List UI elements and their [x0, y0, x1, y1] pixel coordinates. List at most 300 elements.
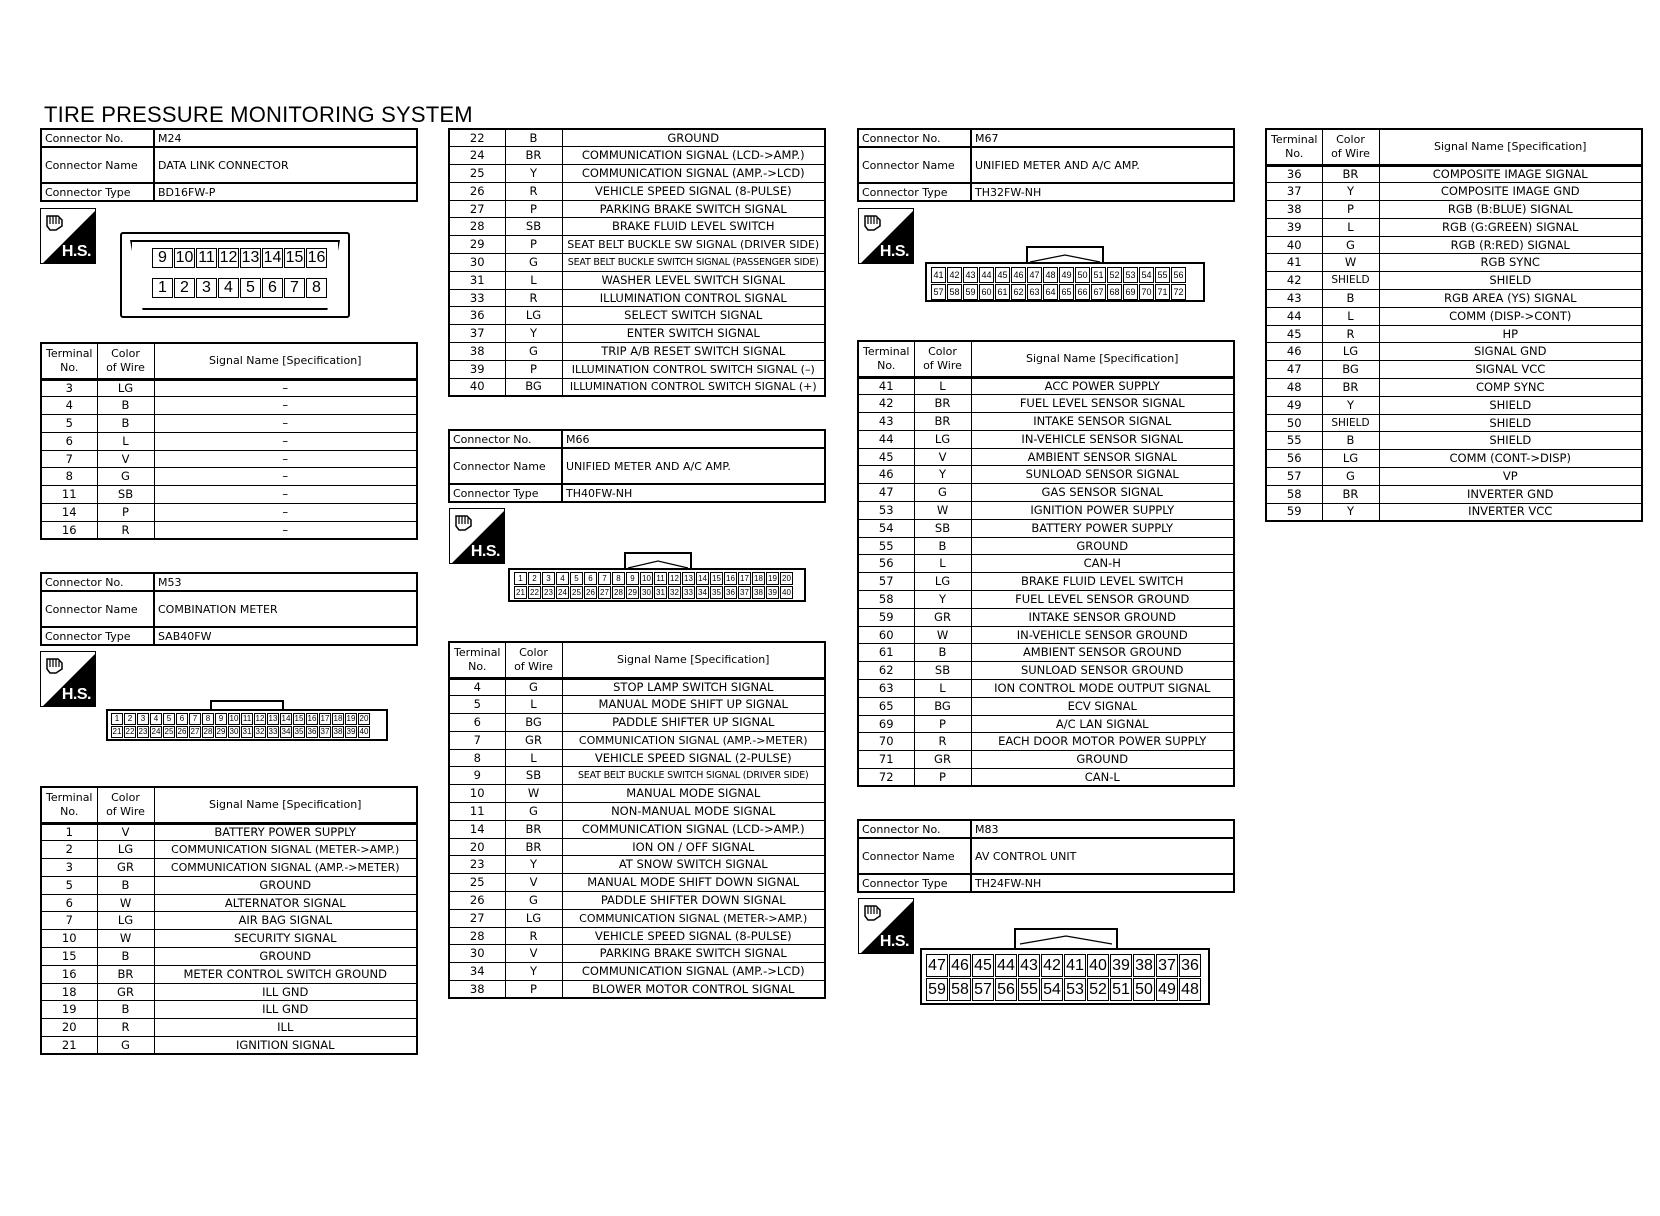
signal-name-cell: SEAT BELT BUCKLE SWITCH SIGNAL (PASSENGER SIDE) [562, 254, 825, 272]
connector-pin: 43 [963, 267, 978, 283]
connector-pin: 11 [654, 572, 667, 585]
table-row [858, 377, 1234, 395]
terminal-no-cell: 58 [858, 591, 914, 609]
wire-color-cell: W [505, 785, 562, 803]
terminal-no-header: Terminal No. [449, 642, 505, 678]
connector-pin: 9 [215, 713, 227, 725]
connector-pin: 6 [262, 278, 283, 298]
wire-color-cell: GR [914, 751, 971, 769]
wire-color-cell: V [97, 450, 154, 468]
table-row [449, 749, 825, 767]
connector-pin: 15 [294, 714, 304, 723]
connector-pin: 2 [174, 278, 195, 298]
terminal-no-cell: 63 [858, 680, 914, 698]
terminal-no-cell: 26 [449, 182, 505, 200]
signal-name-cell: ALTERNATOR SIGNAL [154, 894, 417, 912]
connector-pin: 50 [1133, 978, 1155, 1001]
terminal-no-cell: 26 [449, 892, 505, 910]
connector-pin: 5 [240, 278, 261, 298]
signal-name-cell: – [154, 521, 417, 539]
table-row [41, 450, 417, 468]
table-row [1266, 218, 1642, 236]
signal-name-cell: FUEL LEVEL SENSOR GROUND [971, 591, 1234, 609]
connector-pin: 39 [1110, 954, 1132, 977]
connector-type-label: Connector Type [449, 484, 562, 502]
connector-pin: 21 [112, 727, 122, 736]
signal-name-cell: SHIELD [1379, 414, 1642, 432]
wire-color-cell: L [1322, 218, 1379, 236]
connector-pin: 70 [1139, 284, 1154, 300]
connector-info-m24 [40, 128, 418, 202]
table-row [41, 486, 417, 504]
signal-name-cell: MANUAL MODE SIGNAL [562, 785, 825, 803]
connector-pin: 14 [696, 572, 709, 585]
connector-pin: 66 [1075, 284, 1090, 300]
terminal-no-cell: 58 [1266, 485, 1322, 503]
connector-pin: 24 [556, 586, 569, 599]
connector-pin: 60 [979, 284, 994, 300]
wire-color-cell: BR [1322, 485, 1379, 503]
wire-color-cell: R [505, 927, 562, 945]
signal-name-cell: INTAKE SENSOR GROUND [971, 608, 1234, 626]
wire-color-cell: G [505, 803, 562, 821]
connector-name-value: UNIFIED METER AND A/C AMP. [971, 147, 1234, 183]
connector-pin: 4 [150, 713, 162, 725]
terminal-table-m24 [40, 342, 418, 540]
signal-name-cell: COMM (DISP->CONT) [1379, 307, 1642, 325]
table-row [449, 271, 825, 289]
wire-color-cell: BR [914, 413, 971, 431]
signal-name-cell: INVERTER VCC [1379, 503, 1642, 521]
signal-name-cell: – [154, 432, 417, 450]
connector-pin: 59 [963, 284, 978, 300]
table-row [858, 448, 1234, 466]
terminal-no-cell: 7 [41, 912, 97, 930]
connector-pin: 13 [241, 249, 260, 266]
wire-color-cell: G [1322, 236, 1379, 254]
connector-pin: 44 [979, 267, 994, 283]
connector-pin: 41 [1064, 954, 1086, 977]
connector-pin: 22 [528, 586, 541, 599]
connector-pin: 47 [926, 954, 948, 977]
terminal-no-cell: 39 [1266, 218, 1322, 236]
latch-chevron-icon [1016, 933, 1116, 945]
hs-label: H.S. [61, 686, 91, 703]
connector-pin: 37 [1156, 954, 1178, 977]
connector-pin: 45 [972, 954, 994, 977]
signal-name-cell: FUEL LEVEL SENSOR SIGNAL [971, 395, 1234, 413]
wire-color-cell: BR [914, 395, 971, 413]
wire-color-cell: SB [914, 662, 971, 680]
wire-color-cell: G [505, 343, 562, 361]
table-row [1266, 432, 1642, 450]
wire-color-cell: LG [505, 307, 562, 325]
wire-color-cell: B [97, 948, 154, 966]
table-row [41, 1019, 417, 1037]
hs-label: H.S. [61, 243, 91, 260]
terminal-no-cell: 48 [1266, 379, 1322, 397]
table-row [41, 912, 417, 930]
wire-color-cell: Y [505, 325, 562, 343]
signal-name-cell: GROUND [971, 537, 1234, 555]
table-row [858, 680, 1234, 698]
wire-color-cell: P [97, 504, 154, 522]
terminal-no-cell: 42 [1266, 272, 1322, 290]
connector-pin: 36 [724, 586, 737, 599]
harness-side-hand-icon [862, 902, 886, 924]
signal-name-cell: ACC POWER SUPPLY [971, 377, 1234, 395]
table-row [449, 236, 825, 254]
signal-name-cell: RGB AREA (YS) SIGNAL [1379, 290, 1642, 308]
table-row [41, 415, 417, 433]
table-row [449, 325, 825, 343]
wire-color-cell: B [1322, 290, 1379, 308]
table-row [449, 200, 825, 218]
wire-color-cell: R [505, 289, 562, 307]
table-row [449, 165, 825, 183]
signal-name-cell: MANUAL MODE SHIFT UP SIGNAL [562, 696, 825, 714]
wire-color-cell: B [505, 129, 562, 147]
connector-pin: 5 [570, 572, 583, 585]
wire-color-cell: B [97, 876, 154, 894]
terminal-no-cell: 46 [858, 466, 914, 484]
wire-color-cell: G [914, 484, 971, 502]
table-row [1266, 379, 1642, 397]
table-row [1266, 307, 1642, 325]
signal-name-cell: HP [1379, 325, 1642, 343]
signal-name-cell: – [154, 379, 417, 397]
connector-pin: 10 [229, 714, 239, 723]
table-row [449, 147, 825, 165]
connector-no-value: M83 [971, 820, 1234, 838]
connector-type-value: TH32FW-NH [971, 183, 1234, 201]
signal-name-cell: SEAT BELT BUCKLE SW SIGNAL (DRIVER SIDE) [562, 236, 825, 254]
signal-name-cell: IGNITION POWER SUPPLY [971, 502, 1234, 520]
connector-pin: 1 [111, 713, 123, 725]
connector-face-m66 [508, 568, 806, 602]
wire-color-cell: GR [914, 608, 971, 626]
terminal-no-cell: 36 [449, 307, 505, 325]
connector-pin: 14 [281, 714, 291, 723]
connector-pin: 8 [202, 713, 214, 725]
connector-type-label: Connector Type [858, 183, 971, 201]
signal-name-cell: COMMUNICATION SIGNAL (AMP.->METER) [562, 731, 825, 749]
table-row [1266, 201, 1642, 219]
signal-name-cell: VEHICLE SPEED SIGNAL (8-PULSE) [562, 182, 825, 200]
connector-name-label: Connector Name [41, 591, 154, 627]
terminal-no-cell: 44 [858, 430, 914, 448]
signal-name-header: Signal Name [Specification] [154, 787, 417, 823]
connector-pin: 38 [333, 727, 343, 736]
signal-name-cell: RGB (G:GREEN) SIGNAL [1379, 218, 1642, 236]
terminal-no-cell: 22 [449, 129, 505, 147]
wire-color-cell: LG [914, 573, 971, 591]
wire-color-cell: BR [97, 965, 154, 983]
terminal-no-cell: 50 [1266, 414, 1322, 432]
connector-pin: 17 [320, 714, 330, 723]
signal-name-cell: IGNITION SIGNAL [154, 1037, 417, 1055]
terminal-no-cell: 10 [449, 785, 505, 803]
connector-pin: 30 [640, 586, 653, 599]
pin-row-bottom [931, 284, 1187, 300]
table-row [858, 751, 1234, 769]
connector-pin: 65 [1059, 284, 1074, 300]
connector-face-m53 [106, 709, 388, 741]
table-row [858, 644, 1234, 662]
connector-face-m67 [925, 262, 1205, 302]
signal-name-cell: ILLUMINATION CONTROL SIGNAL [562, 289, 825, 307]
connector-pin: 50 [1075, 267, 1090, 283]
connector-pin: 61 [995, 284, 1010, 300]
connector-pin: 39 [346, 727, 356, 736]
wire-color-cell: V [505, 945, 562, 963]
terminal-no-cell: 14 [41, 504, 97, 522]
connector-pin: 8 [306, 278, 327, 298]
table-row [1266, 503, 1642, 521]
connector-type-label: Connector Type [858, 874, 971, 892]
connector-pin: 49 [1059, 267, 1074, 283]
signal-name-cell: ENTER SWITCH SIGNAL [562, 325, 825, 343]
connector-pin: 36 [307, 727, 317, 736]
terminal-no-cell: 47 [1266, 361, 1322, 379]
connector-pin: 51 [1110, 978, 1132, 1001]
signal-name-cell: PARKING BRAKE SWITCH SIGNAL [562, 200, 825, 218]
table-row [449, 378, 825, 396]
terminal-no-cell: 43 [1266, 290, 1322, 308]
connector-no-value: M24 [154, 129, 417, 147]
terminal-no-cell: 46 [1266, 343, 1322, 361]
terminal-no-cell: 49 [1266, 396, 1322, 414]
connector-pin: 58 [949, 978, 971, 1001]
signal-name-cell: A/C LAN SIGNAL [971, 715, 1234, 733]
terminal-no-cell: 59 [858, 608, 914, 626]
signal-name-cell: AMBIENT SENSOR GROUND [971, 644, 1234, 662]
table-row [858, 430, 1234, 448]
connector-face-m24 [120, 232, 350, 318]
terminal-no-cell: 39 [449, 360, 505, 378]
terminal-table-m67 [857, 340, 1235, 787]
wire-color-cell: B [914, 644, 971, 662]
terminal-no-cell: 37 [1266, 183, 1322, 201]
wire-color-cell: Y [1322, 396, 1379, 414]
wire-color-cell: LG [1322, 450, 1379, 468]
connector-pin: 24 [151, 727, 161, 736]
table-row [1266, 254, 1642, 272]
signal-name-cell: ION ON / OFF SIGNAL [562, 838, 825, 856]
table-row [449, 218, 825, 236]
table-row [858, 733, 1234, 751]
connector-pin: 23 [542, 586, 555, 599]
terminal-no-cell: 23 [449, 856, 505, 874]
signal-name-cell: PADDLE SHIFTER UP SIGNAL [562, 714, 825, 732]
wire-color-cell: BG [1322, 361, 1379, 379]
connector-pin: 40 [359, 727, 369, 736]
signal-name-cell: METER CONTROL SWITCH GROUND [154, 965, 417, 983]
table-row [449, 129, 825, 147]
connector-pin: 72 [1171, 284, 1186, 300]
terminal-no-cell: 38 [449, 343, 505, 361]
connector-pin: 35 [294, 727, 304, 736]
terminal-no-cell: 41 [858, 377, 914, 395]
table-row [41, 965, 417, 983]
wire-color-cell: LG [97, 841, 154, 859]
connector-pin: 21 [514, 586, 527, 599]
terminal-no-cell: 53 [858, 502, 914, 520]
table-row [449, 981, 825, 999]
wire-color-cell: SHIELD [1322, 414, 1379, 432]
terminal-table-m53 [40, 786, 418, 1055]
table-row [449, 945, 825, 963]
table-row [858, 573, 1234, 591]
signal-name-cell: GAS SENSOR SIGNAL [971, 484, 1234, 502]
pin-row-bottom [514, 586, 794, 599]
connector-pin: 14 [263, 249, 282, 266]
wire-color-cell: R [1322, 325, 1379, 343]
wire-color-cell: G [1322, 468, 1379, 486]
wire-color-cell: L [505, 696, 562, 714]
connector-pin: 11 [196, 248, 217, 268]
connector-no-label: Connector No. [41, 573, 154, 591]
connector-pin: 7 [598, 572, 611, 585]
table-row [1266, 343, 1642, 361]
signal-name-cell: ION CONTROL MODE OUTPUT SIGNAL [971, 680, 1234, 698]
connector-pin: 52 [1087, 978, 1109, 1001]
connector-no-value: M53 [154, 573, 417, 591]
connector-pin: 38 [1133, 954, 1155, 977]
terminal-no-cell: 28 [449, 927, 505, 945]
connector-pin: 18 [752, 572, 765, 585]
terminal-no-cell: 34 [449, 963, 505, 981]
terminal-no-cell: 7 [41, 450, 97, 468]
connector-pin: 29 [626, 586, 639, 599]
connector-no-label: Connector No. [858, 820, 971, 838]
connector-pin: 34 [281, 727, 291, 736]
connector-pin: 16 [724, 572, 737, 585]
connector-pin: 32 [668, 586, 681, 599]
wire-color-cell: R [97, 1019, 154, 1037]
terminal-no-cell: 4 [449, 678, 505, 696]
terminal-no-cell: 11 [41, 486, 97, 504]
connector-no-label: Connector No. [858, 129, 971, 147]
signal-name-cell: SEAT BELT BUCKLE SWITCH SIGNAL (DRIVER SIDE) [562, 767, 825, 785]
wire-color-cell: G [505, 678, 562, 696]
color-of-wire-header: Color of Wire [1322, 129, 1379, 165]
wire-color-cell: BR [505, 838, 562, 856]
connector-pin: 62 [1011, 284, 1026, 300]
terminal-no-cell: 36 [1266, 165, 1322, 183]
table-row [858, 413, 1234, 431]
terminal-no-cell: 16 [41, 521, 97, 539]
connector-pin: 49 [1156, 978, 1178, 1001]
table-row [858, 715, 1234, 733]
wire-color-cell: GR [97, 859, 154, 877]
terminal-no-cell: 20 [449, 838, 505, 856]
table-row [858, 697, 1234, 715]
wire-color-cell: LG [914, 430, 971, 448]
signal-name-header: Signal Name [Specification] [971, 341, 1234, 377]
connector-pin: 3 [137, 713, 149, 725]
table-row [41, 948, 417, 966]
signal-name-cell: SUNLOAD SENSOR GROUND [971, 662, 1234, 680]
wire-color-cell: BR [505, 147, 562, 165]
signal-name-cell: NON-MANUAL MODE SIGNAL [562, 803, 825, 821]
wire-color-cell: L [505, 749, 562, 767]
connector-type-label: Connector Type [41, 183, 154, 201]
terminal-no-cell: 6 [41, 432, 97, 450]
table-row [41, 876, 417, 894]
harness-side-hand-icon [44, 212, 68, 234]
table-row [1266, 414, 1642, 432]
wire-color-cell: B [1322, 432, 1379, 450]
color-of-wire-header: Color of Wire [97, 343, 154, 379]
signal-name-cell: – [154, 504, 417, 522]
table-row [858, 662, 1234, 680]
connector-pin: 12 [255, 714, 265, 723]
table-row [449, 803, 825, 821]
page-title: TIRE PRESSURE MONITORING SYSTEM [44, 102, 473, 127]
signal-name-cell: MANUAL MODE SHIFT DOWN SIGNAL [562, 874, 825, 892]
signal-name-cell: COMMUNICATION SIGNAL (AMP.->METER) [154, 859, 417, 877]
wire-color-cell: P [505, 981, 562, 999]
connector-pin: 4 [218, 278, 239, 298]
connector-pin: 1 [514, 572, 527, 585]
terminal-no-cell: 57 [858, 573, 914, 591]
connector-pin: 48 [1043, 267, 1058, 283]
wire-color-cell: B [97, 397, 154, 415]
connector-pin: 5 [163, 713, 175, 725]
connector-pin: 64 [1043, 284, 1058, 300]
signal-name-cell: GROUND [971, 751, 1234, 769]
connector-pin: 16 [307, 249, 326, 266]
connector-type-value: TH40FW-NH [562, 484, 825, 502]
terminal-no-cell: 41 [1266, 254, 1322, 272]
table-row [41, 468, 417, 486]
connector-pin: 51 [1091, 267, 1106, 283]
connector-pin: 7 [284, 278, 305, 298]
signal-name-cell: COMMUNICATION SIGNAL (AMP.->LCD) [562, 165, 825, 183]
terminal-no-cell: 16 [41, 965, 97, 983]
terminal-no-cell: 5 [41, 876, 97, 894]
terminal-no-cell: 65 [858, 697, 914, 715]
signal-name-cell: CAN-H [971, 555, 1234, 573]
connector-pin: 28 [612, 586, 625, 599]
connector-type-value: SAB40FW [154, 627, 417, 645]
wire-color-cell: Y [1322, 183, 1379, 201]
signal-name-cell: ILL GND [154, 1001, 417, 1019]
table-row [41, 841, 417, 859]
signal-name-header: Signal Name [Specification] [154, 343, 417, 379]
wire-color-cell: GR [97, 983, 154, 1001]
wire-color-cell: P [505, 236, 562, 254]
connector-pin: 6 [176, 713, 188, 725]
wire-color-cell: G [97, 1037, 154, 1055]
terminal-no-cell: 61 [858, 644, 914, 662]
connector-pin: 13 [682, 572, 695, 585]
wire-color-cell: W [914, 502, 971, 520]
connector-pin: 56 [1171, 267, 1186, 283]
signal-name-cell: SECURITY SIGNAL [154, 930, 417, 948]
hs-badge-m83 [858, 898, 914, 954]
connector-pin: 25 [164, 727, 174, 736]
connector-pin: 33 [268, 727, 278, 736]
terminal-no-cell: 25 [449, 874, 505, 892]
wire-color-cell: BR [1322, 379, 1379, 397]
wire-color-cell: R [914, 733, 971, 751]
table-row [1266, 325, 1642, 343]
table-row [449, 714, 825, 732]
terminal-no-cell: 62 [858, 662, 914, 680]
table-row [1266, 468, 1642, 486]
